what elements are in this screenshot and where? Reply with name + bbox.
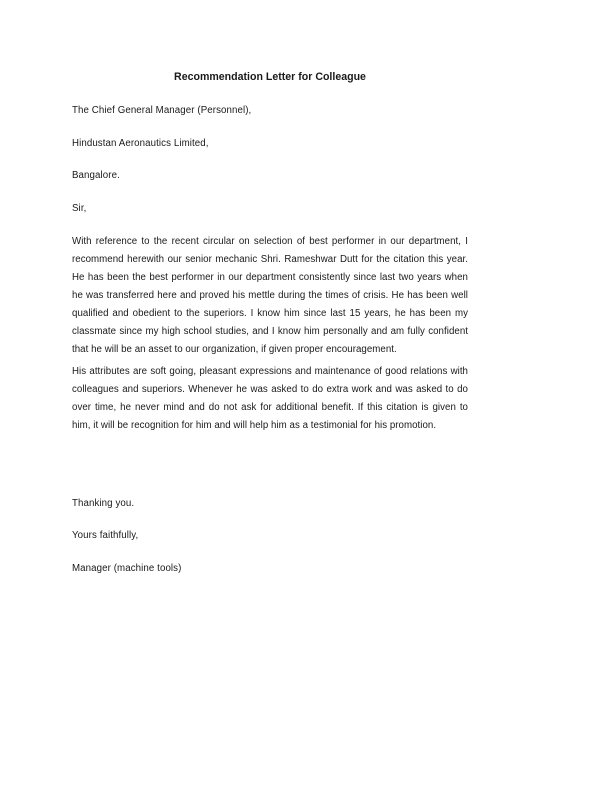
body-paragraph-1: With reference to the recent circular on selection of best performer in our department, I recommend herewith our senior mechanic Shri. Rameshwar Dutt for the citation this year. He has been the best performer in our department consistently since last two years when he was transferred here and proved his mettle during the times of crisis. He has been well qualified and obedient to the superiors. I know him since last 15 years, he has been my classmate since my high school studies, and I know him personally and am fully confident that he will be an asset to our organization, if given proper encouragement.: [72, 236, 468, 355]
recipient-city: Bangalore.: [72, 170, 120, 181]
closing-line: Yours faithfully,: [72, 530, 139, 541]
signature-line: Manager (machine tools): [72, 563, 182, 574]
body-paragraph-2: His attributes are soft going, pleasant expressions and maintenance of good relations with colleagues and superiors. Whenever he was asked to do extra work and was asked to do over time, he never mind and do not ask for additional benefit. If this citation is given to him, it will be recognition for him and will help him as a testimonial for his promotion.: [72, 366, 468, 431]
recipient-title: The Chief General Manager (Personnel),: [72, 105, 252, 116]
recipient-organization: Hindustan Aeronautics Limited,: [72, 138, 209, 149]
letter-title: Recommendation Letter for Colleague: [174, 71, 366, 83]
thanks-line: Thanking you.: [72, 498, 135, 509]
salutation: Sir,: [72, 203, 87, 214]
